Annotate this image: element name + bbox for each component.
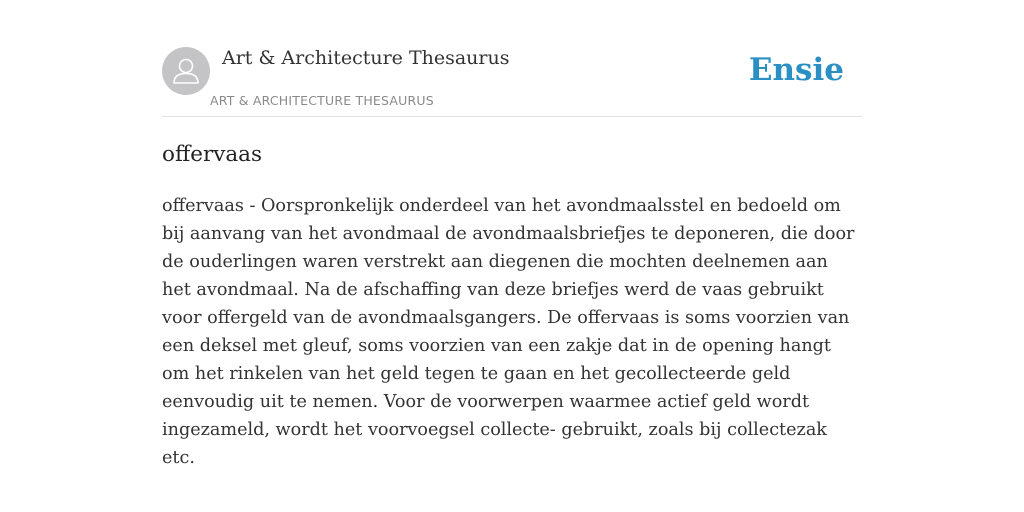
user-outline-icon: [162, 47, 210, 95]
avatar[interactable]: [162, 47, 210, 95]
ensie-logo[interactable]: Ensie: [748, 52, 844, 88]
definition-text: offervaas - Oorspronkelijk onderdeel van het avondmaalsstel en bedoeld om bij aanvang van het avondmaal de avondmaalsbriefjes te deponeren, die door de ouderlingen waren verstrekt aan diegenen die mochten deelnemen aan het avondmaal. Na de afschaffing van deze briefjes werd de vaas gebruikt voor offergeld van de avondmaalsgangers. De offervaas is soms voorzien van een deksel met gleuf, soms voorzien van een zakje dat in de opening hangt om het rinkelen van het geld tegen te gaan en het gecollecteerde geld eenvoudig uit te nemen. Voor de voorwerpen waarmee actief geld wordt ingezameld, wordt het voorvoegsel collecte- gebruikt, zoals bij collectezak etc.: [162, 196, 855, 468]
page-title: offervaas: [162, 142, 263, 167]
source-subtitle[interactable]: ART & ARCHITECTURE THESAURUS: [210, 93, 434, 108]
source-header: [162, 46, 862, 117]
source-title[interactable]: Art & Architecture Thesaurus: [222, 47, 510, 69]
